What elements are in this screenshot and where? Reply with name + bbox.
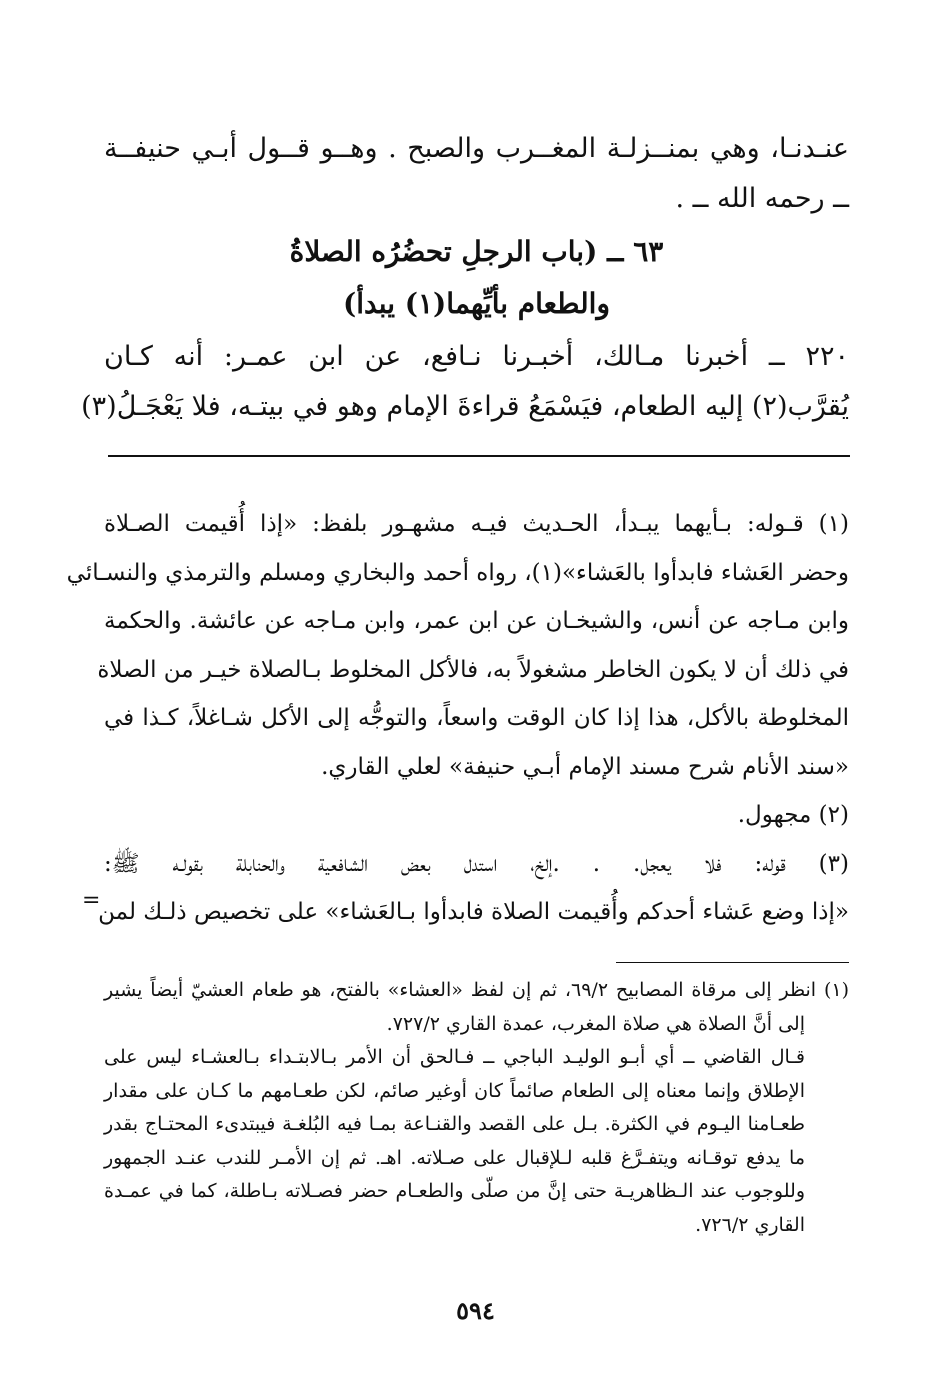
hadith-line-1: ٢٢٠ ــ أخبرنا مـالك، أخبـرنا نـافع، عن ابن عمـر: أنه كـان [104, 341, 849, 372]
note-1-line-6: «سند الأنام شرح مسند الإمام أبـي حنيفة» لعلي القاري. [321, 753, 849, 780]
chapter-heading-line-2: والطعام بأيِّهما(١) يبدأ) [343, 287, 610, 320]
main-line-2: ــ رحمه الله ــ . [675, 183, 849, 214]
footnote-separator-rule [616, 962, 849, 963]
hadith-line-2: يُقرَّب(٢) إليه الطعام، فيَسْمَعُ قراءةَ الإمام وهو في بيتـه، فلا يَعْجَـلُ(٣) [81, 391, 849, 422]
main-text [81, 124, 849, 432]
note-1-line-2: وحضر العَشاء فابدأوا بالعَشاء»(١)، رواه أحمد والبخاري ومسلم والترمذي والنسـائي [66, 559, 849, 586]
main-line-1: عنـدنـا، وهي بمنــزلـة المغــرب والصبح . وهــو قــول أبـي حنيفــة [104, 133, 849, 164]
footnote-line-6: ما يدفع توقـانه ويتفـرَّغ قلبه لـلإقبال على صـلاته. اهـ. ثم إن الأمـر للندب عنـد الجمهور [104, 1146, 805, 1169]
footnote-line-1: (١) انظر إلى مرقاة المصابيح ٦٩/٢، ثم إن لفظ «العشاء» بالفتح، هو طعام العشيّ أيضاً يشير [104, 979, 849, 1001]
note-1-line-1: (١) قـوله: بـأيهما يبـدأ، الحـديث فيـه مشهـور بلفظ: «إذا أُقيمت الصـلاة [104, 511, 849, 537]
main-separator-rule [108, 455, 850, 457]
note-1-line-4: في ذلك أن لا يكون الخاطر مشغولاً به، فالأكل المخلوط بـالصلاة خيـر من الصلاة [97, 656, 849, 683]
note-1-line-5: المخلوطة بالأكل، هذا إذا كان الوقت واسعاً، والتوجُّه إلى الأكل شـاغلاً، كـذا في [104, 705, 849, 731]
footnote-line-7: وللوجوب عند الـظاهريـة حتى إنَّ من صلّى والطعـام حضر فصـلاته بـاطلة، كما في عمـدة [104, 1180, 805, 1202]
continuation-mark: = [82, 888, 101, 913]
note-3-line-1: (٣) قوله: فلا يعجل. . .إلخ، استدل بعض الشافعية والحنابلة بقولـه ﷺ: [104, 850, 849, 877]
footnote-line-4: الإطلاق وإنما معناه إلى الطعام صائماً كان أوغير صائم، لكن طعـامهم ما كـان على مقدار [104, 1079, 805, 1102]
note-3-line-2: «إذا وضع عَشاء أحدكم وأُقيمت الصلاة فابدأوا بـالعَشاء» على تخصيص ذلـك لمن [98, 899, 849, 925]
footnotes [104, 974, 849, 1242]
footnote-line-8: القاري ٧٢٦/٢. [695, 1213, 805, 1236]
chapter-heading-line-1: ٦٣ ــ (باب الرجلِ تحضُرُه الصلاةُ [289, 235, 664, 268]
footnote-line-3: قـال القاضي ــ أي أبـو الوليـد الباجي ــ فـالحق أن الأمر بـالابتـداء بـالعشـاء ليس على [104, 1046, 805, 1068]
note-2: (٢) مجهول. [737, 802, 849, 828]
page-number: ٥٩٤ [456, 1296, 495, 1325]
note-1-line-3: وابن مـاجه عن أنس، والشيخـان عن ابن عمر، وابن مـاجه عن عائشة. والحكمة [104, 608, 849, 634]
footnote-line-2: إلى أنَّ الصلاة هي صلاة المغرب، عمدة القاري ٧٢٧/٢. [386, 1012, 805, 1035]
commentary-notes [66, 500, 849, 937]
footnote-line-5: طعـامنا اليـوم في الكثرة. بـل على القصد والقنـاعة بمـا فيه البُلغـة فيبتدىء المحتـاج بقدر [104, 1113, 805, 1135]
chapter-heading [104, 226, 849, 330]
